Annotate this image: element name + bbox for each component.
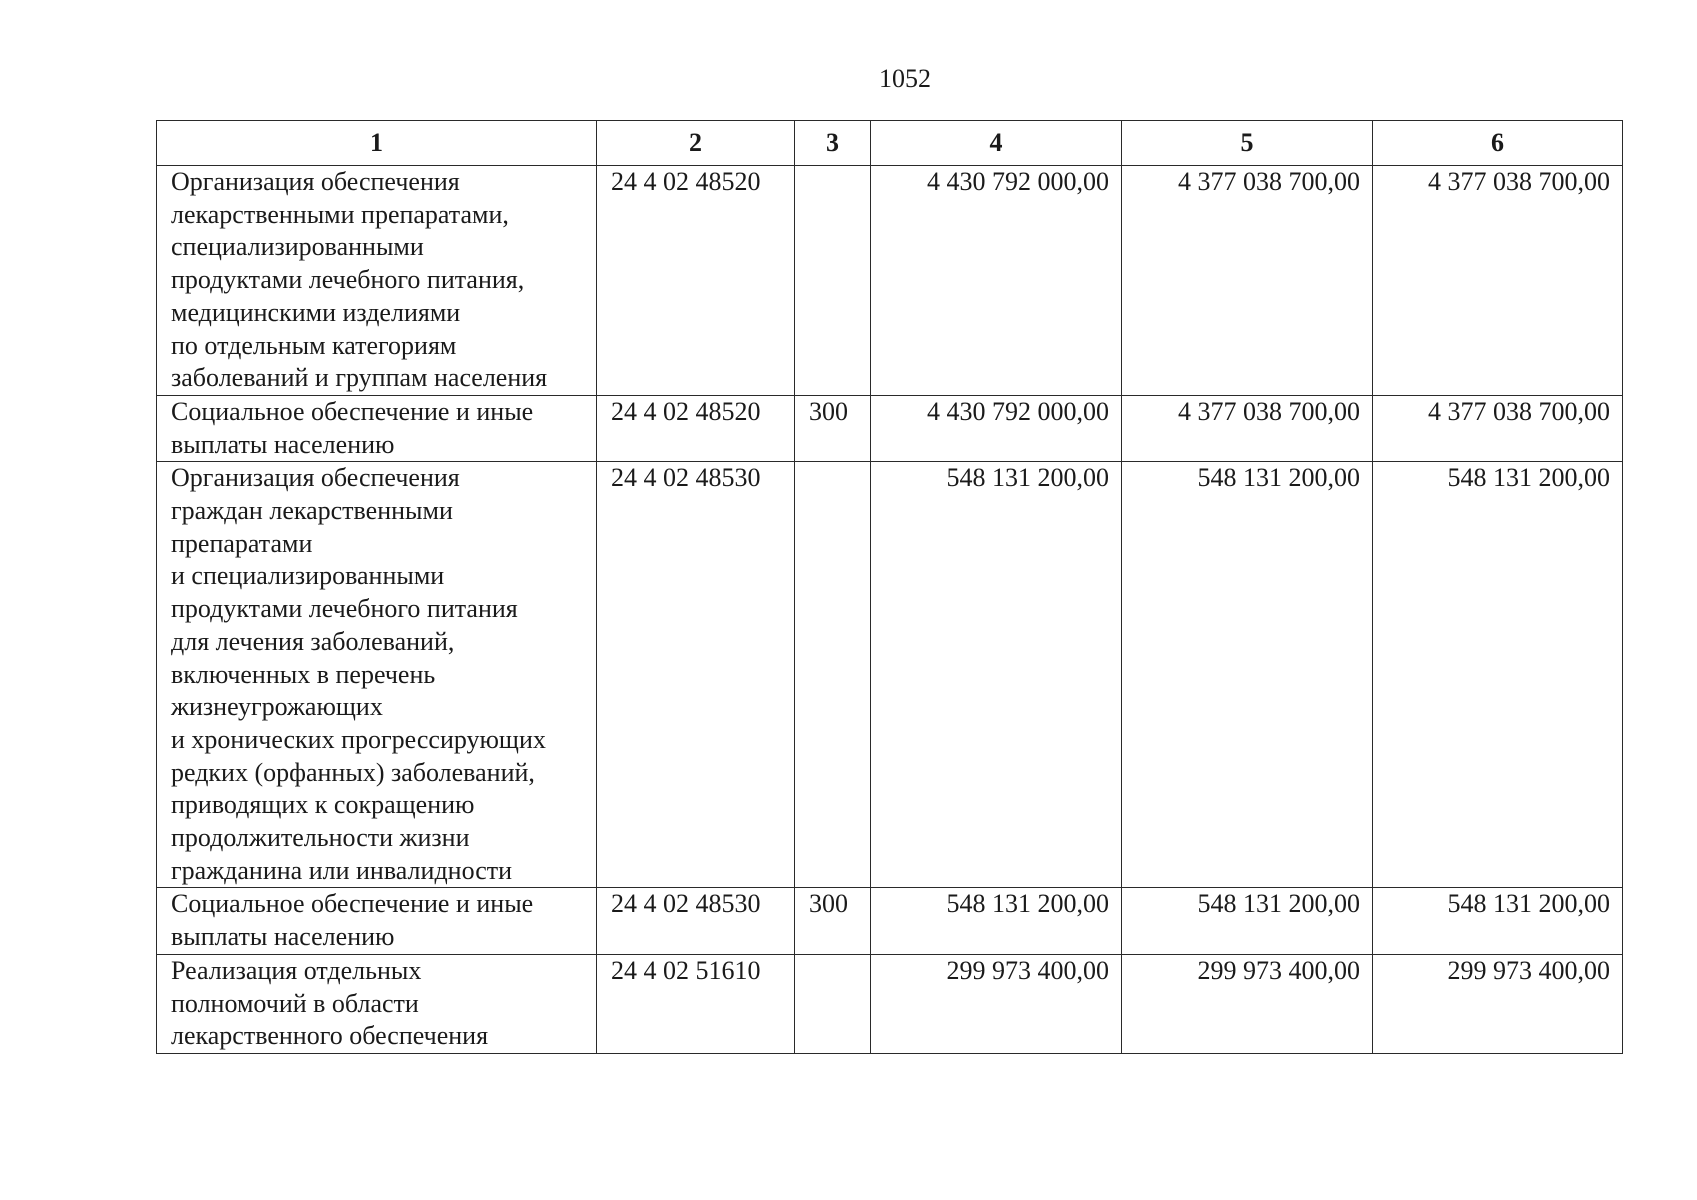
row-name-line: выплаты населению bbox=[171, 429, 395, 459]
amount-col-4-cell: 4 430 792 000,00 bbox=[871, 166, 1122, 396]
row-name-line: продуктами лечебного питания bbox=[171, 594, 518, 624]
row-name-line: редких (орфанных) заболеваний, bbox=[171, 757, 535, 787]
target-article-code-cell: 24 4 02 48530 bbox=[597, 462, 795, 888]
row-name-line: Социальное обеспечение и иные bbox=[171, 396, 534, 426]
row-name-line: по отдельным категориям bbox=[171, 330, 457, 360]
row-name-cell bbox=[157, 462, 597, 888]
table-row bbox=[157, 954, 1623, 1053]
target-article-code-cell: 24 4 02 51610 bbox=[597, 954, 795, 1053]
row-name-line: и хронических прогрессирующих bbox=[171, 724, 546, 754]
table-row bbox=[157, 462, 1623, 888]
row-name-line: включенных в перечень bbox=[171, 659, 436, 689]
row-name-line: Организация обеспечения bbox=[171, 463, 460, 493]
row-name-line: Социальное обеспечение и иные bbox=[171, 889, 534, 919]
amount-col-6-cell: 299 973 400,00 bbox=[1373, 954, 1623, 1053]
row-name-line: приводящих к сокращению bbox=[171, 790, 475, 820]
amount-col-4-cell: 299 973 400,00 bbox=[871, 954, 1122, 1053]
expense-type-cell: 300 bbox=[795, 395, 871, 461]
expense-type-cell bbox=[795, 954, 871, 1053]
column-header-2: 2 bbox=[597, 121, 795, 166]
amount-col-4-cell: 548 131 200,00 bbox=[871, 888, 1122, 954]
expense-type-cell: 300 bbox=[795, 888, 871, 954]
row-name-line: Реализация отдельных bbox=[171, 955, 422, 985]
expense-type-cell bbox=[795, 166, 871, 396]
table-row bbox=[157, 166, 1623, 396]
row-name-line: специализированными bbox=[171, 232, 424, 262]
row-name-cell bbox=[157, 954, 597, 1053]
row-name-line: медицинскими изделиями bbox=[171, 297, 461, 327]
row-name-line: продолжительности жизни bbox=[171, 823, 470, 853]
amount-col-5-cell: 4 377 038 700,00 bbox=[1122, 166, 1373, 396]
row-name-line: лекарственными препаратами, bbox=[171, 199, 509, 229]
row-name-line: гражданина или инвалидности bbox=[171, 855, 513, 885]
amount-col-5-cell: 548 131 200,00 bbox=[1122, 888, 1373, 954]
target-article-code-cell: 24 4 02 48530 bbox=[597, 888, 795, 954]
amount-col-5-cell: 4 377 038 700,00 bbox=[1122, 395, 1373, 461]
amount-col-6-cell: 548 131 200,00 bbox=[1373, 462, 1623, 888]
page-number: 1052 bbox=[879, 64, 931, 93]
row-name-line: выплаты населению bbox=[171, 922, 395, 952]
row-name-line: заболеваний и группам населения bbox=[171, 363, 548, 393]
target-article-code-cell: 24 4 02 48520 bbox=[597, 166, 795, 396]
row-name-line: полномочий в области bbox=[171, 988, 419, 1018]
row-name-cell bbox=[157, 166, 597, 396]
amount-col-4-cell: 4 430 792 000,00 bbox=[871, 395, 1122, 461]
column-header-6: 6 bbox=[1373, 121, 1623, 166]
row-name-cell bbox=[157, 888, 597, 954]
row-name-line: граждан лекарственными bbox=[171, 496, 453, 526]
row-name-line: для лечения заболеваний, bbox=[171, 626, 455, 656]
row-name-line: Организация обеспечения bbox=[171, 167, 460, 196]
table-body bbox=[157, 166, 1623, 1054]
amount-col-5-cell: 299 973 400,00 bbox=[1122, 954, 1373, 1053]
amount-col-6-cell: 4 377 038 700,00 bbox=[1373, 166, 1623, 396]
row-name-line: и специализированными bbox=[171, 561, 445, 591]
amount-col-4-cell: 548 131 200,00 bbox=[871, 462, 1122, 888]
row-name-cell bbox=[157, 395, 597, 461]
row-name-line: жизнеугрожающих bbox=[171, 692, 383, 722]
table-row bbox=[157, 888, 1623, 954]
expense-type-cell bbox=[795, 462, 871, 888]
column-header-5: 5 bbox=[1122, 121, 1373, 166]
table-row bbox=[157, 395, 1623, 461]
column-header-3: 3 bbox=[795, 121, 871, 166]
column-header-1: 1 bbox=[157, 121, 597, 166]
row-name-line: продуктами лечебного питания, bbox=[171, 265, 525, 295]
amount-col-6-cell: 548 131 200,00 bbox=[1373, 888, 1623, 954]
target-article-code-cell: 24 4 02 48520 bbox=[597, 395, 795, 461]
amount-col-5-cell: 548 131 200,00 bbox=[1122, 462, 1373, 888]
column-header-4: 4 bbox=[871, 121, 1122, 166]
table-header-row bbox=[157, 121, 1623, 166]
budget-table bbox=[156, 120, 1623, 1054]
row-name-line: лекарственного обеспечения bbox=[171, 1021, 489, 1051]
row-name-line: препаратами bbox=[171, 528, 313, 558]
amount-col-6-cell: 4 377 038 700,00 bbox=[1373, 395, 1623, 461]
